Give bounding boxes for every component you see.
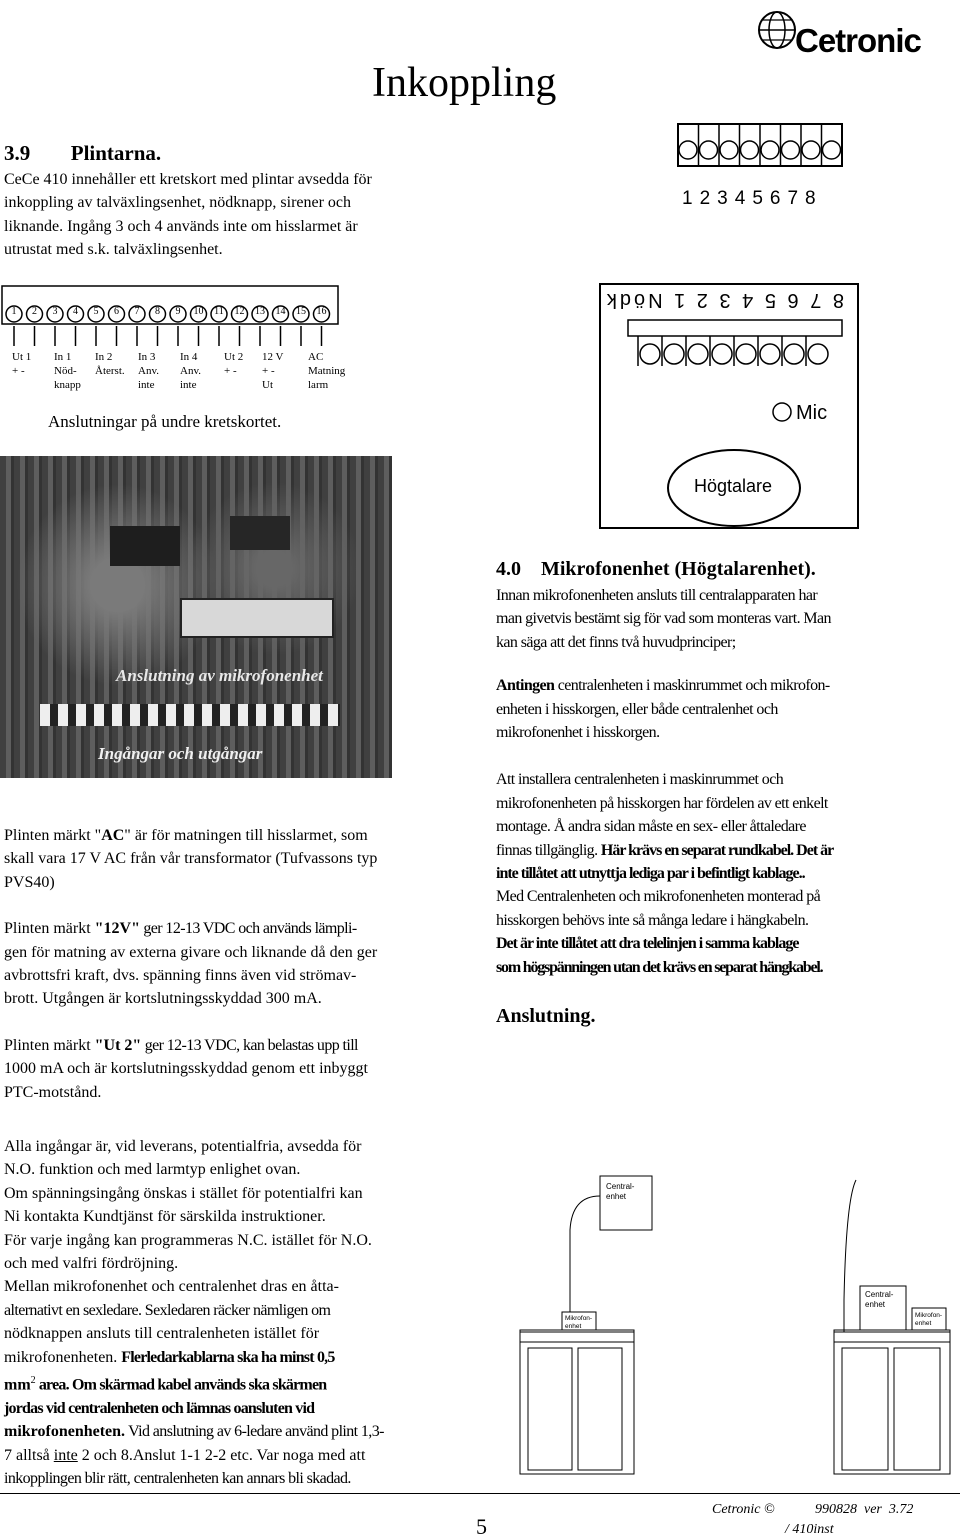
terminal-number: 5: [93, 306, 99, 317]
central-unit-bottom-label: Central- enhet: [865, 1290, 894, 1309]
terminal-screw-icon: [741, 141, 759, 159]
section-39-heading: 3.9 Plintarna.: [4, 141, 162, 165]
bottom-line: Om spänningsingång önskas i stället för potentialfri kan: [4, 1184, 363, 1202]
terminal-group-label-line: inte: [180, 379, 197, 391]
terminal-screw-icon: [688, 344, 708, 364]
terminal-group-label-line: [95, 378, 125, 392]
terminal-group-label: [224, 350, 243, 392]
ac-line: skall vara 17 V AC från vår transformator (Tufvassons typ: [4, 850, 378, 868]
terminal-screw-icon: [712, 344, 732, 364]
terminal-number: 12: [234, 306, 245, 317]
p2-more-line: hisskorgen behövs inte så många ledare i hängkabeln.: [496, 911, 809, 929]
bottom-line: Alla ingångar är, vid leverans, potentialfria, avsedda för: [4, 1138, 362, 1155]
terminal-group-label: [262, 350, 284, 392]
bottom-line: nödknappen ansluts till centralenheten istället för: [4, 1325, 320, 1343]
logo-text: Cetronic: [795, 22, 921, 59]
p2-bold-b: som högspänningen utan det krävs en separat hängkabel.: [496, 958, 823, 976]
terminal-group-label-line: In 2: [95, 351, 113, 363]
terminal-number: 16: [316, 306, 327, 317]
antingen-line: enheten i hisskorgen, eller både centralenhet och: [496, 700, 778, 718]
terminal-group-label-line: 12 V: [262, 351, 284, 363]
photo-label-io: Ingångar och utgångar: [98, 744, 263, 763]
v12-line: avbrottsfri kraft, dvs. spänning finns även vid strömav-: [4, 967, 357, 985]
small-terminal-numbers: 12345678: [682, 188, 823, 209]
p2-more-line: Med Centralenheten och mikrofonenheten monterad på: [496, 888, 821, 906]
section-40-intro-line: man givetvis bestämt sig för vad som monteras vart. Man: [496, 610, 831, 628]
section-39-line: CeCe 410 innehåller ett kretskort med plintar avsedda för: [4, 171, 372, 188]
terminal-number: 9: [175, 306, 181, 317]
antingen-bold: Antingen: [496, 677, 555, 695]
left-column: Plinten märkt "AC" är för matningen till hisslarmet, som skall vara 17 V AC från vår transformator (Tufvassons typ PVS40) Plinten märkt "12V" ger 12-13 VDC och används lämpli- gen för matning av externa givare och liknande då den ger avbrottsfri kraft, dvs. spänning finns även vid strömav- brott. Utgången är kortslutningsskyddad 300 mA. Plinten märkt "Ut 2" ger 12-13 VDC, kan belastas upp till 1000 mA och är kortslutningsskyddad genom ett inbyggt PTC-motstånd.: [4, 824, 474, 1104]
mic-unit-right-label: Mikrofon- enhet: [915, 1312, 943, 1327]
terminal-group-label: [54, 350, 81, 392]
terminal-number: 13: [255, 306, 265, 317]
mirrored-terminal-numbers: 8 7 6 5 4 3 2 1 Nödk: [603, 289, 844, 311]
terminal-group-label: [12, 350, 31, 392]
terminal-group-label-line: inte: [138, 379, 155, 391]
ut2-line: 1000 mA och är kortslutningsskyddad genom ett inbyggt: [4, 1060, 368, 1078]
circuit-board-photo: [0, 456, 392, 778]
p2-line: mikrofonenheten på hisskorgen har fördelen av ett enkelt: [496, 794, 828, 812]
terminal-group-label-line: Återst.: [95, 365, 125, 377]
v12-line: gen för matning av externa givare och liknande då den ger: [4, 943, 378, 961]
p2-line4-normal: finnas tillgänglig.: [496, 841, 601, 859]
photo-label-mic: Anslutning av mikrofonenhet: [116, 666, 323, 685]
terminal-number: 4: [73, 306, 78, 317]
p2-line4-bold: Här krävs en separat rundkabel. Det är: [600, 841, 834, 859]
terminal-screw-icon: [760, 344, 780, 364]
terminal-screw-icon: [802, 141, 820, 159]
section-39-line: inkoppling av talväxlingsenhet, nödknapp, sirener och: [4, 194, 352, 212]
terminal-screw-icon: [782, 141, 800, 159]
terminal-screw-icon: [808, 344, 828, 364]
terminal-group-label-line: [224, 378, 243, 392]
p2-bold-a: Det är inte tillåtet att dra telelinjen i samma kablage: [496, 935, 799, 953]
terminal-screw-icon: [736, 344, 756, 364]
terminal-group-label-line: In 4: [180, 351, 198, 363]
antingen-rest: centralenheten i maskinrummet och mikrofon-: [554, 677, 830, 695]
p2-line: montage. Å andra sidan måste en sex- eller åttaledare: [496, 818, 806, 836]
page-number: 5: [476, 1514, 487, 1539]
terminal-group-label: [138, 350, 159, 392]
terminal-group-label-line: Nöd-: [54, 365, 77, 377]
terminal-screw-icon: [640, 344, 660, 364]
terminal-group-label-line: Matning: [308, 365, 346, 377]
section-40: [496, 556, 960, 1028]
terminal-group-label-line: + -: [262, 365, 275, 377]
terminal-group-label-line: Ut 1: [12, 351, 32, 363]
mic-speaker-diagram: [598, 282, 862, 530]
section-40-heading: 4.0 Mikrofonenhet (Högtalarenhet).: [496, 558, 816, 580]
mic-unit-left-label: Mikrofon- enhet: [565, 1315, 593, 1330]
terminal-group-label: [308, 350, 345, 392]
terminal-screw-icon: [823, 141, 841, 159]
v12-line: brott. Utgången är kortslutningsskyddad 300 mA.: [4, 990, 322, 1008]
terminal-group-label-line: + -: [224, 365, 237, 377]
terminal-group-label-line: [12, 378, 31, 392]
cetronic-logo: [755, 6, 955, 62]
terminal-group-label-line: In 3: [138, 351, 156, 363]
terminal-group-label: [180, 350, 201, 392]
terminal-group-label-line: larm: [308, 379, 329, 391]
speaker-label: Högtalare: [694, 476, 773, 496]
terminal-number: 7: [134, 306, 140, 317]
anslutning-heading: Anslutning.: [496, 1005, 596, 1028]
terminal-number: 10: [193, 306, 204, 317]
terminal-strip-diagram: [0, 284, 345, 444]
terminal-screw-icon: [679, 141, 697, 159]
page-title: Inkoppling: [372, 60, 557, 106]
p2-line: Att installera centralenheten i maskinrummet och: [496, 771, 784, 789]
terminal-number: 3: [52, 306, 58, 317]
terminal-group-label-line: Anv.: [138, 365, 159, 377]
mic-label: Mic: [796, 402, 828, 424]
footer-rule: [0, 1493, 960, 1494]
footer-doc: / 410inst: [785, 1522, 834, 1537]
terminal-screw-icon: [700, 141, 718, 159]
terminal-number: 2: [32, 306, 37, 317]
terminal-group-label: [95, 350, 125, 392]
terminal-screw-icon: [720, 141, 738, 159]
central-unit-top-label: Central- enhet: [606, 1182, 635, 1201]
bottom-line: och med valfri fördröjning.: [4, 1255, 179, 1273]
ac-line: PVS40): [4, 873, 55, 891]
terminal-screw-icon: [761, 141, 779, 159]
terminal-group-label-line: Ut 2: [224, 351, 244, 363]
terminal-number: 6: [114, 306, 119, 317]
bottom-line: alternativt en sexledare. Sexledaren räcker nämligen om: [4, 1301, 331, 1319]
terminal-group-label-line: + -: [12, 365, 25, 377]
bottom-column: Alla ingångar är, vid leverans, potentialfria, avsedda för N.O. funktion och med larmtyp enlighet ovan. Om spänningsingång önskas i stället för potentialfri kan Ni kontakta Kundtjänst för särskilda instruktioner. För varje ingång kan programmeras N.C. istället för N.O. och med valfri fördröjning. Mellan mikrofonenhet och centralenhet dras en åtta- alternativt en sexledare. Sexledaren räcker nämligen om nödknappen ansluts till centralenheten istället för mikrofonenheten. Flerledarkablarna ska ha minst 0,5 $mm^2$ area. Om skärmad kabel används ska skärmen jordas vid centralenheten och lämnas oansluten vid mikrofonenheten. Vid anslutning av 6-ledare använd plint 1,3- 7 alltså inte 2 och 8.Anslut 1-1 2-2 etc. Var noga med att inkopplingen blir rätt, centralenheten kan annars bli skadad.: [4, 1135, 474, 1490]
terminal-number: 8: [155, 306, 160, 317]
terminal-group-label-line: In 1: [54, 351, 72, 363]
terminal-number: 1: [11, 306, 17, 317]
terminal-group-label-line: Anv.: [180, 365, 201, 377]
section-39-line: liknande. Ingång 3 och 4 används inte om hisslarmet är: [4, 217, 358, 235]
terminal-group-label-line: knapp: [54, 379, 81, 391]
bottom-line: För varje ingång kan programmeras N.C. istället för N.O.: [4, 1231, 372, 1249]
small-terminal-graphic: [676, 122, 846, 182]
photo-connector-block: [180, 598, 334, 638]
photo-chip: [110, 526, 180, 566]
footer-company: Cetronic ©: [712, 1502, 775, 1517]
terminal-group-label-line: AC: [308, 351, 324, 363]
p2-line5-bold: inte tillåtet att utnyttja lediga par i befintligt kablage..: [496, 865, 805, 883]
footer-version: 990828 ver 3.72: [815, 1502, 914, 1517]
bottom-line: inkopplingen blir rätt, centralenheten kan annars bli skadad.: [4, 1470, 351, 1488]
antingen-line: mikrofonenhet i hisskorgen.: [496, 724, 660, 742]
photo-terminal-row: [40, 704, 340, 726]
section-40-intro-line: Innan mikrofonenheten ansluts till centralapparaten har: [496, 587, 818, 604]
section-39-line: utrustat med s.k. talväxlingsenhet.: [4, 241, 223, 259]
bottom-line: N.O. funktion och med larmtyp enlighet ovan.: [4, 1161, 301, 1179]
terminal-number: 14: [275, 306, 286, 317]
terminal-screw-icon: [784, 344, 804, 364]
terminal-number: 15: [296, 306, 306, 317]
terminal-screw-icon: [664, 344, 684, 364]
terminal-group-label-line: Ut: [262, 379, 273, 391]
terminal-number: 11: [214, 306, 224, 317]
small-terminal-diagram: [676, 122, 846, 212]
ut2-line: PTC-motstånd.: [4, 1083, 102, 1101]
photo-chip: [230, 516, 290, 550]
elevator-diagram: [516, 1170, 956, 1480]
bottom-line: Mellan mikrofonenhet och centralenhet dras en åtta-: [4, 1278, 339, 1296]
section-39: [4, 140, 474, 262]
terminal-strip-caption: Anslutningar på undre kretskortet.: [48, 412, 282, 431]
section-40-intro-line: kan säga att det finns två huvudprinciper;: [496, 633, 736, 651]
bottom-line: Ni kontakta Kundtjänst för särskilda instruktioner.: [4, 1208, 326, 1226]
